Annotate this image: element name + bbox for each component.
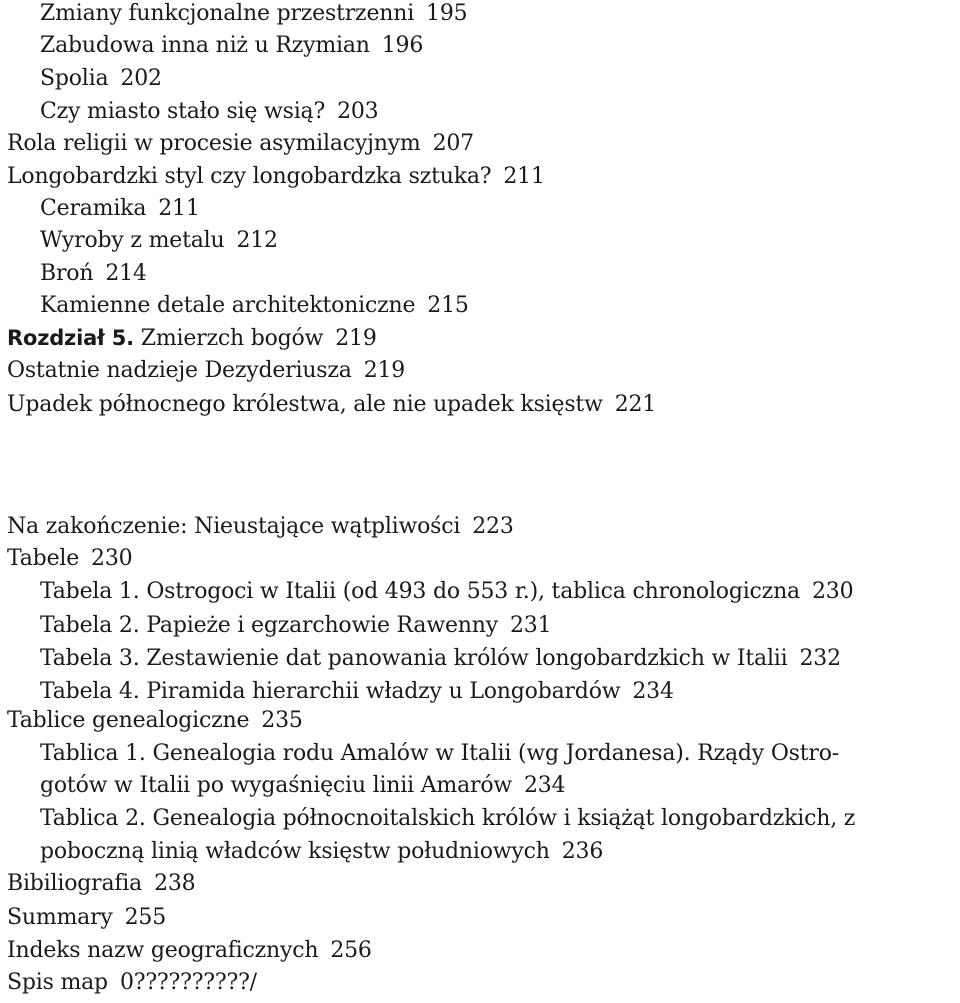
toc-entry — [7, 161, 545, 193]
toc-entry-title: Na zakończenie: Nieustające wątpliwości — [7, 514, 461, 539]
toc-entry-page: 255 — [124, 905, 167, 930]
toc-entry-title: Zabudowa inna niż u Rzymian — [40, 33, 370, 58]
toc-entry — [7, 705, 303, 737]
toc-entry-title: Tabela 1. Ostrogoci w Italii (od 493 do 553 r.), tablica chronologiczna — [40, 579, 800, 604]
toc-entry-title: Bibiliografia — [7, 871, 143, 896]
toc-entry — [40, 193, 200, 225]
toc-entry-title: Tablica 1. Genealogia rodu Amalów w Italii (wg Jordanesa). Rządy Ostro- — [40, 741, 839, 766]
toc-entry-page: 211 — [158, 196, 200, 221]
toc-entry — [7, 355, 405, 387]
toc-entry-title: Spis map — [7, 970, 108, 995]
toc-entry-page: 219 — [335, 326, 377, 351]
toc-entry-page: 231 — [509, 613, 552, 638]
toc-entry-page: 207 — [432, 131, 474, 156]
toc-entry-title: poboczną linią władców księstw południowych — [40, 839, 550, 864]
toc-entry-page: 235 — [261, 708, 303, 733]
toc-entry-page: 212 — [236, 228, 278, 253]
toc-entry — [40, 610, 551, 642]
toc-entry-page: 234 — [632, 679, 674, 704]
chapter-label: Rozdział 5. — [7, 326, 134, 350]
toc-entry — [40, 290, 469, 322]
toc-entry-title: Tabela 4. Piramida hierarchii władzy u Longobardów — [40, 679, 621, 704]
toc-entry — [7, 389, 656, 421]
toc-entry-title: Spolia — [40, 66, 109, 91]
toc-entry — [40, 0, 467, 30]
toc-entry — [40, 225, 278, 257]
toc-entry — [7, 935, 372, 967]
toc-entry-page: 195 — [426, 1, 468, 26]
toc-entry-page: 203 — [337, 99, 379, 124]
toc-entry-title: Summary — [7, 905, 113, 930]
toc-entry-title: Upadek północnego królestwa, ale nie upadek księstw — [7, 392, 603, 417]
toc-entry-title: Zmierzch bogów — [140, 326, 324, 351]
toc-entry — [7, 902, 166, 934]
toc-entry-title: Czy miasto stało się wsią? — [40, 99, 326, 124]
toc-entry — [40, 676, 674, 708]
toc-entry-page: 234 — [524, 773, 566, 798]
toc-entry-page: 196 — [381, 33, 424, 58]
toc-entry — [40, 738, 839, 770]
toc-entry — [40, 63, 162, 95]
toc-entry — [40, 30, 423, 62]
toc-entry-title: Ceramika — [40, 196, 147, 221]
toc-entry — [7, 868, 195, 900]
toc-entry-title: Indeks nazw geograficznych — [7, 938, 319, 963]
toc-entry — [7, 128, 474, 160]
toc-entry-page: 0??????????/ — [119, 970, 257, 995]
toc-chapter-entry — [7, 322, 377, 354]
toc-entry-title: Tablica 2. Genealogia północnoitalskich królów i książąt longobardzkich, z — [40, 806, 856, 831]
toc-entry — [40, 836, 603, 868]
toc-entry-page: 232 — [799, 646, 841, 671]
toc-entry-title: Tabela 3. Zestawienie dat panowania królów longobardzkich w Italii — [40, 646, 788, 671]
toc-entry-title: Tablice genealogiczne — [7, 708, 250, 733]
toc-entry — [40, 576, 853, 608]
toc-entry — [7, 967, 257, 999]
toc-entry-title: Broń — [40, 261, 94, 286]
toc-entry-page: 230 — [811, 579, 854, 604]
toc-entry — [40, 96, 378, 128]
toc-entry — [40, 643, 841, 675]
toc-entry-title: Zmiany funkcjonalne przestrzenni — [40, 1, 415, 26]
toc-entry-page: 219 — [363, 358, 406, 383]
toc-entry-page: 214 — [105, 261, 147, 286]
toc-entry — [7, 511, 514, 543]
toc-entry-page: 215 — [427, 293, 469, 318]
toc-entry-title: Rola religii w procesie asymilacyjnym — [7, 131, 421, 156]
toc-entry-page: 223 — [472, 514, 514, 539]
toc-entry-title: Ostatnie nadzieje Dezyderiusza — [7, 358, 352, 383]
toc-entry-page: 238 — [154, 871, 196, 896]
toc-entry-page: 221 — [614, 392, 657, 417]
toc-entry-title: gotów w Italii po wygaśnięciu linii Amarów — [40, 773, 512, 798]
toc-entry-page: 202 — [120, 66, 162, 91]
toc-entry-title: Tabele — [7, 546, 80, 571]
toc-entry-title: Wyroby z metalu — [40, 228, 225, 253]
toc-entry-page: 230 — [91, 546, 133, 571]
toc-entry-page: 236 — [561, 839, 604, 864]
toc-entry — [40, 258, 147, 290]
toc-entry-title: Kamienne detale architektoniczne — [40, 293, 416, 318]
toc-entry — [7, 543, 132, 575]
toc-entry-page: 256 — [330, 938, 372, 963]
toc-entry — [40, 803, 855, 835]
toc-entry-page: 211 — [503, 164, 545, 189]
toc-entry — [40, 770, 565, 802]
toc-entry-title: Tabela 2. Papieże i egzarchowie Rawenny — [40, 613, 498, 638]
toc-entry-title: Longobardzki styl czy longobardzka sztuka? — [7, 164, 492, 189]
